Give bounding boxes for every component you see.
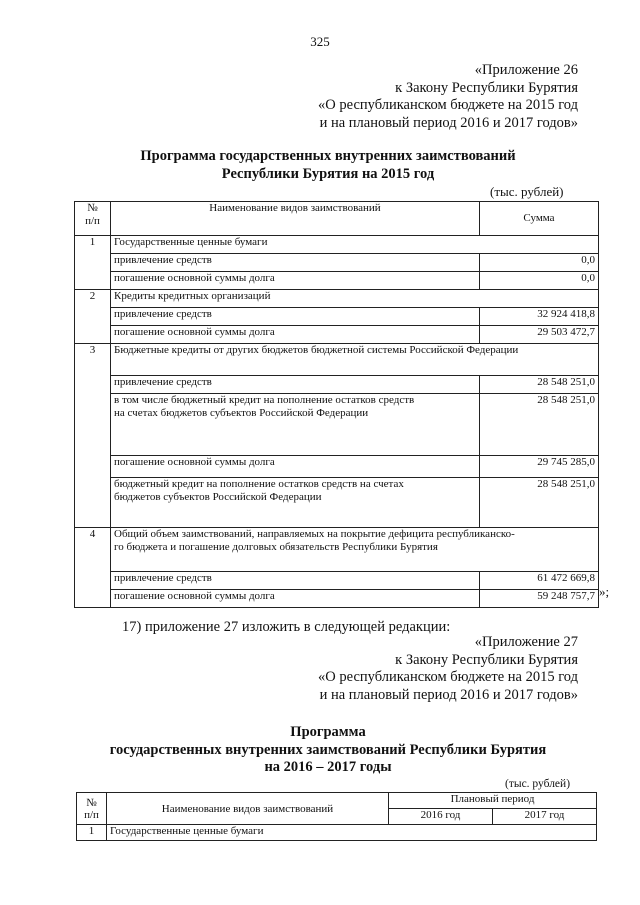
section-num: 4: [75, 528, 111, 608]
appendix-26-heading: [318, 62, 578, 132]
row-label: привлечение средств: [111, 254, 480, 272]
row-value: 28 548 251,0: [480, 394, 599, 456]
col-name-header: Наименование видов заимствований: [111, 202, 480, 236]
section-row: [75, 528, 599, 572]
title-line: Республики Бурятия на 2015 год: [221, 165, 435, 182]
appendix-line: «Приложение 26: [474, 62, 578, 78]
table-row: [75, 308, 599, 326]
title-line: государственных внутренних заимствований Республики Бурятия: [109, 741, 547, 758]
appendix-line: к Закону Республики Бурятия: [395, 651, 578, 668]
appendix-line: и на плановый период 2016 и 2017 годов»: [319, 686, 578, 703]
table-header: [75, 202, 599, 236]
col-num-header: № п/п: [77, 793, 107, 825]
table-row: [75, 394, 599, 456]
table-row: [75, 590, 599, 608]
section-title: Бюджетные кредиты от других бюджетов бюджетной системы Российской Федерации: [111, 344, 599, 376]
closing-quote: »;: [599, 584, 610, 599]
appendix-line: «О республиканском бюджете на 2015 год: [318, 669, 578, 685]
section-title: Общий объем заимствований, направляемых на покрытие дефицита республиканско- го бюджета и погашение долговых обязательств Республики Бурятия: [111, 528, 599, 572]
row-value: 61 472 669,8: [480, 572, 599, 590]
appendix-line: к Закону Республики Бурятия: [395, 79, 578, 96]
section-num: 1: [77, 825, 107, 841]
appendix-line: «Приложение 27: [474, 634, 578, 650]
section-row: [77, 825, 597, 841]
section-row: [75, 236, 599, 254]
row-value: 59 248 757,7: [480, 590, 599, 608]
borrowing-program-2016-2017-table: [76, 792, 597, 841]
col-name-header: Наименование видов заимствований: [107, 793, 389, 825]
appendix-27-heading: [318, 634, 578, 704]
row-value: 28 548 251,0: [480, 376, 599, 394]
appendix-line: и на плановый период 2016 и 2017 годов»: [319, 114, 578, 131]
appendix-line: «О республиканском бюджете на 2015 год: [318, 97, 578, 113]
row-label: погашение основной суммы долга: [111, 326, 480, 344]
row-label: привлечение средств: [111, 308, 480, 326]
row-value: 32 924 418,8: [480, 308, 599, 326]
section-title: Государственные ценные бумаги: [107, 825, 597, 841]
program-2015-title: [0, 148, 640, 183]
title-line: на 2016 – 2017 годы: [264, 759, 392, 775]
amendment-item-17: 17) приложение 27 изложить в следующей редакции:: [122, 619, 451, 635]
row-label: привлечение средств: [111, 376, 480, 394]
section-title: Государственные ценные бумаги: [111, 236, 599, 254]
row-value: 29 745 285,0: [480, 456, 599, 478]
section-row: [75, 344, 599, 376]
row-value: 0,0: [480, 254, 599, 272]
table-row: [75, 376, 599, 394]
table-row: [75, 254, 599, 272]
row-value: 29 503 472,7: [480, 326, 599, 344]
borrowing-program-2015-table: [74, 201, 599, 608]
row-value: 0,0: [480, 272, 599, 290]
col-period-header: Плановый период: [389, 793, 597, 809]
section-num: 1: [75, 236, 111, 290]
section-num: 2: [75, 290, 111, 344]
section-title: Кредиты кредитных организаций: [111, 290, 599, 308]
table-row: [75, 456, 599, 478]
col-sum-header: Сумма: [480, 202, 599, 236]
program-2016-title: [0, 724, 640, 777]
table-row: [75, 572, 599, 590]
unit-label: (тыс. рублей): [505, 778, 571, 790]
row-label: погашение основной суммы долга: [111, 272, 480, 290]
row-label: привлечение средств: [111, 572, 480, 590]
row-label: в том числе бюджетный кредит на пополнение остатков средств на счетах бюджетов субъектов Российской Федерации: [111, 394, 480, 456]
col-num-header: № п/п: [75, 202, 111, 236]
table-row: [75, 326, 599, 344]
title-line: Программа: [290, 724, 366, 740]
title-line: Программа государственных внутренних заимствований: [140, 148, 516, 164]
row-label: погашение основной суммы долга: [111, 590, 480, 608]
section-row: [75, 290, 599, 308]
col-2016-header: 2016 год: [389, 809, 493, 825]
table-row: [75, 272, 599, 290]
section-num: 3: [75, 344, 111, 528]
unit-label: (тыс. рублей): [490, 184, 564, 199]
col-2017-header: 2017 год: [493, 809, 597, 825]
page-number: 325: [310, 34, 330, 49]
table-row: [75, 478, 599, 528]
row-label: бюджетный кредит на пополнение остатков средств на счетах бюджетов субъектов Российской Федерации: [111, 478, 480, 528]
row-value: 28 548 251,0: [480, 478, 599, 528]
table-header: [77, 793, 597, 809]
row-label: погашение основной суммы долга: [111, 456, 480, 478]
